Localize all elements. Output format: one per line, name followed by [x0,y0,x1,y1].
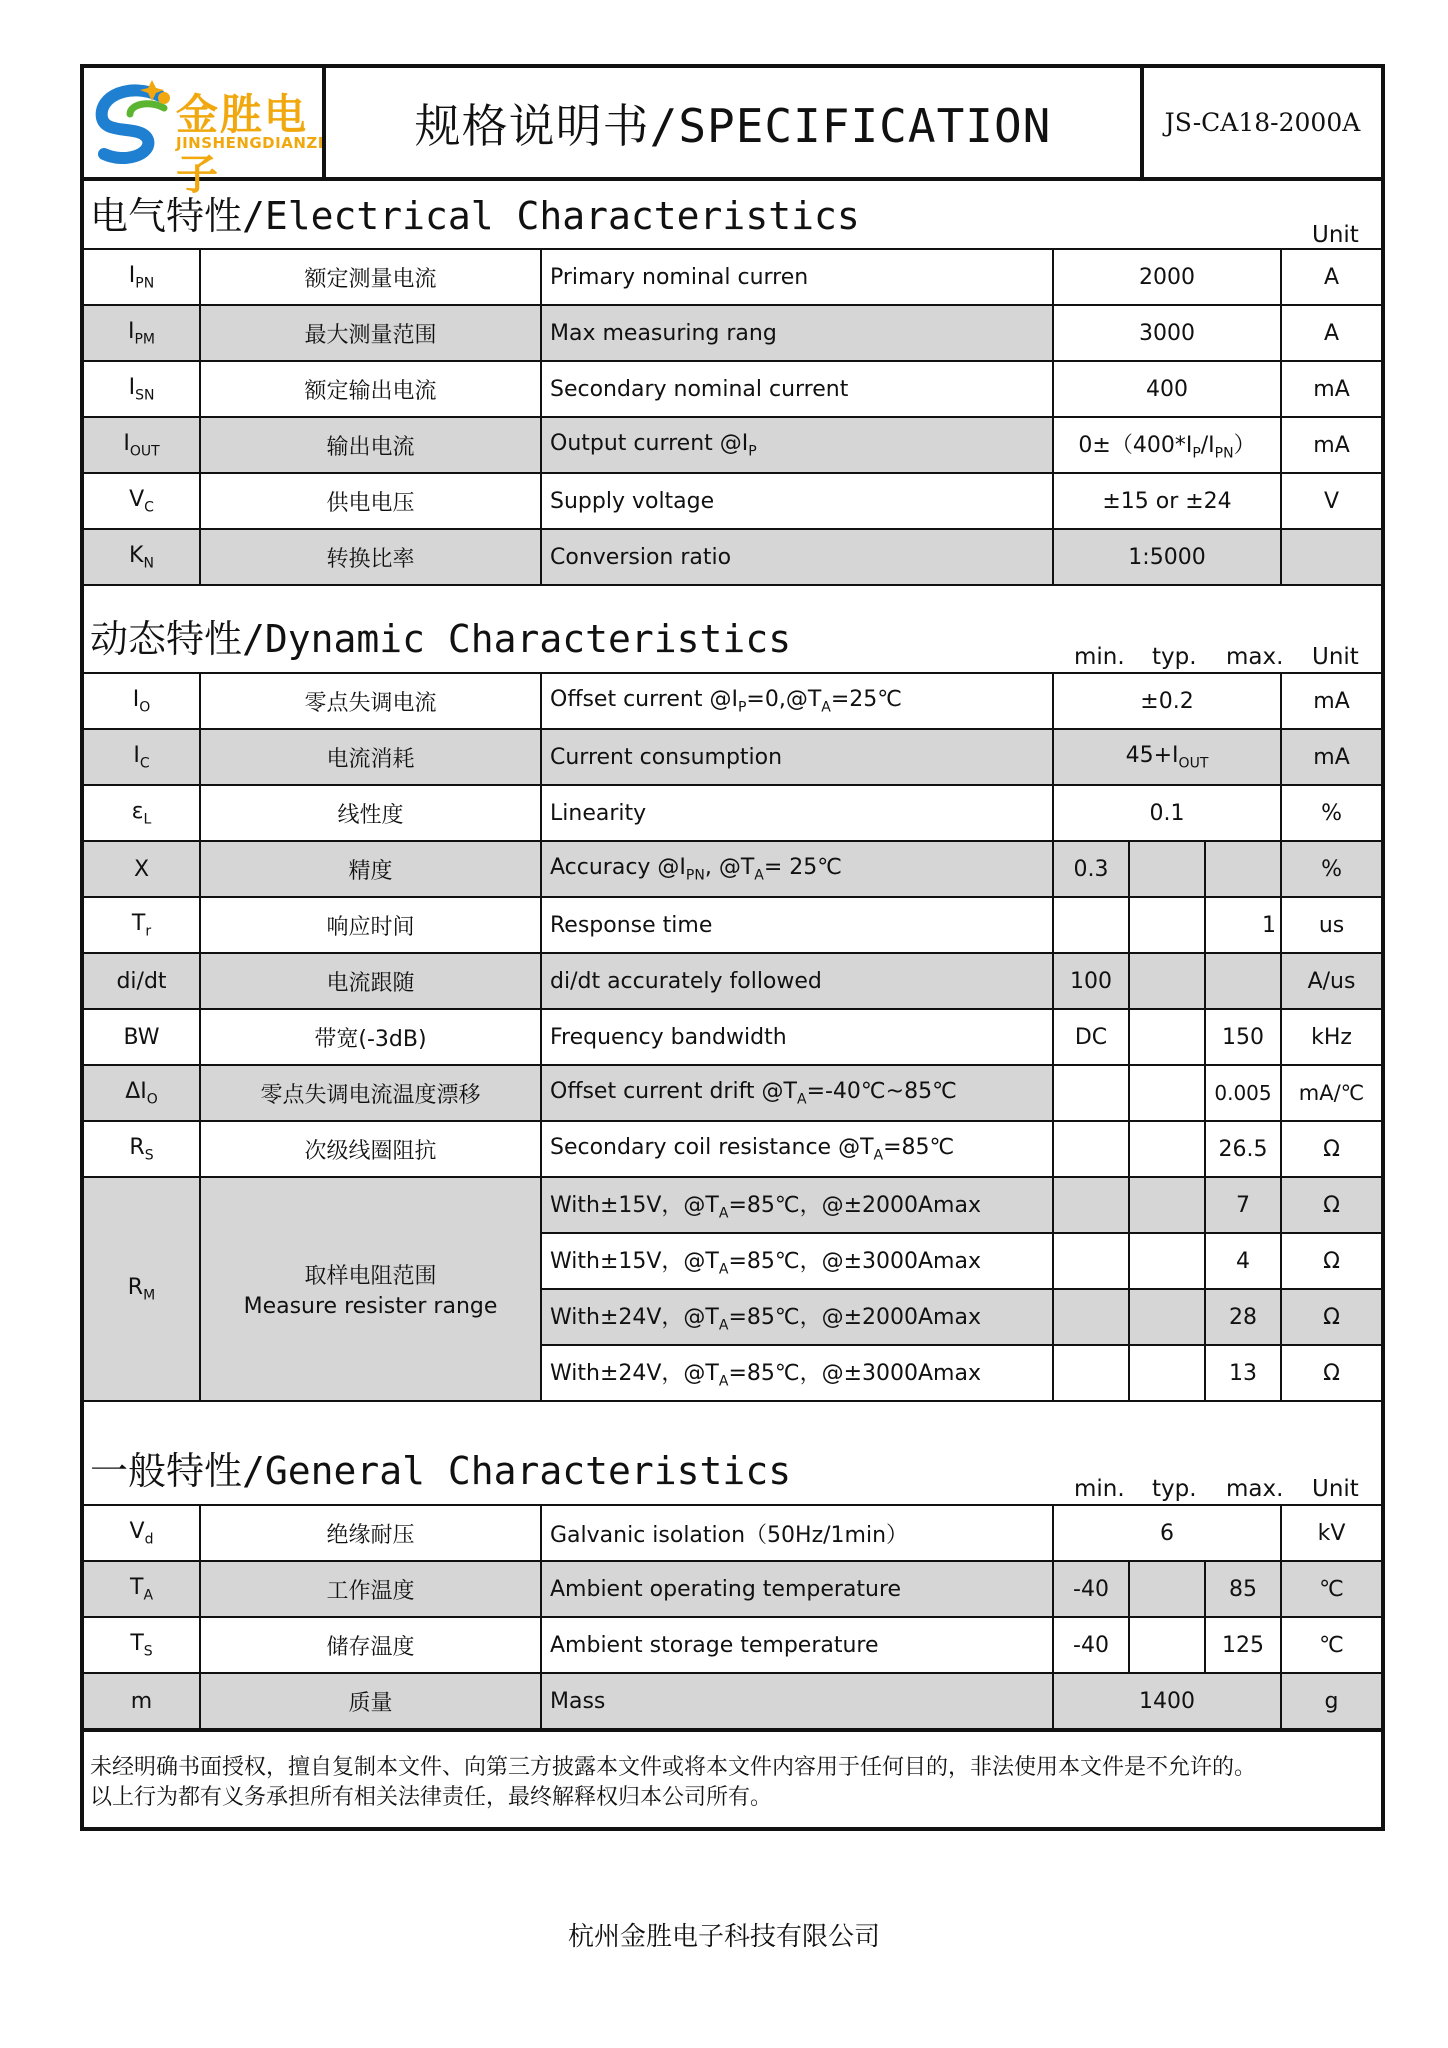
en-label-cell: With±15V，$@T_A=85℃$，@±2000Amax [541,1177,1053,1233]
table-row [84,1009,1381,1065]
typ-cell [1129,1009,1205,1065]
table-row [84,1121,1381,1177]
en-label-cell: Ambient operating temperature [541,1561,1053,1617]
typ-cell [1129,1121,1205,1177]
cn-label-cell: 零点失调电流温度漂移 [200,1065,541,1121]
spec-sheet [80,64,1385,1831]
en-label-cell: Mass [541,1673,1053,1730]
min-cell [1053,1121,1129,1177]
unit-cell: V [1281,473,1381,529]
cn-label-cell: 输出电流 [200,417,541,473]
logo-en-text: JINSHENGDIANZI [176,134,324,152]
unit-cell: % [1281,785,1381,841]
min-cell [1053,1065,1129,1121]
table-row [84,1617,1381,1673]
symbol-cell: $R_S$ [84,1121,200,1177]
max-cell: 26.5 [1205,1121,1281,1177]
unit-cell: g [1281,1673,1381,1730]
footnote-line: 未经明确书面授权，擅自复制本文件、向第三方披露本文件或将本文件内容用于任何目的，非法使用本文件是不允许的。 [90,1755,1257,1780]
table-row [84,1065,1381,1121]
table-row [84,305,1381,361]
typ-cell [1129,1289,1205,1345]
general-max-header: max. [1226,1476,1284,1502]
legal-footnote [90,1753,1256,1813]
unit-cell: mA [1281,361,1381,417]
symbol-cell: di/dt [84,953,200,1009]
unit-cell: A [1281,305,1381,361]
header-bar [84,68,1381,199]
value-cell: 400 [1053,361,1281,417]
cn-label-cell: 最大测量范围 [200,305,541,361]
value-cell: $45+I_{OUT}$ [1053,729,1281,785]
table-row [84,1561,1381,1617]
table-row [84,729,1381,785]
dynamic-typ-header: typ. [1152,644,1197,670]
en-label-cell: di/dt accurately followed [541,953,1053,1009]
max-cell [1205,841,1281,897]
min-cell: -40 [1053,1617,1129,1673]
unit-cell: kHz [1281,1009,1381,1065]
symbol-cell: $\varepsilon_L$ [84,785,200,841]
typ-cell [1129,953,1205,1009]
cn-label-cell: 带宽(-3dB) [200,1009,541,1065]
symbol-cell: $I_C$ [84,729,200,785]
dynamic-max-header: max. [1226,644,1284,670]
cn-label-cell: 储存温度 [200,1617,541,1673]
value-cell: 6 [1053,1505,1281,1561]
symbol-cell: $K_N$ [84,529,200,585]
unit-cell: us [1281,897,1381,953]
unit-cell: mA [1281,417,1381,473]
en-label-cell: Galvanic isolation（50Hz/1min） [541,1505,1053,1561]
min-cell [1053,1233,1129,1289]
unit-cell: mA [1281,729,1381,785]
value-cell: ±15 or ±24 [1053,473,1281,529]
min-cell: 100 [1053,953,1129,1009]
value-cell: 0.1 [1053,785,1281,841]
max-cell: 28 [1205,1289,1281,1345]
general-section-title: 一般特性/General Characteristics [90,1449,792,1493]
unit-cell: % [1281,841,1381,897]
general-table [84,1504,1381,1732]
cn-label-cell: 额定测量电流 [200,249,541,305]
unit-cell: ℃ [1281,1617,1381,1673]
cn-label-cell: 精度 [200,841,541,897]
min-cell [1053,1177,1129,1233]
unit-cell: Ω [1281,1177,1381,1233]
en-label-cell: With±15V，$@T_A=85℃$，@±3000Amax [541,1233,1053,1289]
en-label-cell: Primary nominal curren [541,249,1053,305]
value-cell: 1400 [1053,1673,1281,1730]
cn-label-cell: 线性度 [200,785,541,841]
unit-cell: A/us [1281,953,1381,1009]
max-cell: 4 [1205,1233,1281,1289]
en-label-cell: With±24V，$@T_A=85℃$，@±2000Amax [541,1289,1053,1345]
symbol-cell: m [84,1673,200,1730]
en-label-cell: Max measuring rang [541,305,1053,361]
dynamic-min-header: min. [1074,644,1125,670]
min-cell [1053,1345,1129,1401]
cn-label-cell: 供电电压 [200,473,541,529]
unit-cell: Ω [1281,1233,1381,1289]
typ-cell [1129,1065,1205,1121]
en-label-cell: Frequency bandwidth [541,1009,1053,1065]
max-cell: 125 [1205,1617,1281,1673]
electrical-table [84,248,1381,586]
en-label-cell: Offset current $@I_P=0,@T_A=25℃$ [541,673,1053,729]
document-title: 规格说明书/SPECIFICATION [326,68,1144,177]
cn-label-cell: 质量 [200,1673,541,1730]
cn-label-cell: 绝缘耐压 [200,1505,541,1561]
max-cell [1205,953,1281,1009]
dynamic-section-title: 动态特性/Dynamic Characteristics [90,617,792,661]
unit-cell: Ω [1281,1289,1381,1345]
max-cell: 1 [1205,897,1281,953]
en-label-cell: Response time [541,897,1053,953]
logo-cn-text: 金胜电子 [176,90,309,199]
cn-label-cell: 响应时间 [200,897,541,953]
symbol-cell: $R_M$ [84,1177,200,1401]
min-cell [1053,1289,1129,1345]
rm-label-cell [200,1177,541,1401]
max-cell: 85 [1205,1561,1281,1617]
symbol-cell: $I_{SN}$ [84,361,200,417]
symbol-cell: $T_S$ [84,1617,200,1673]
cn-label-cell: 零点失调电流 [200,673,541,729]
typ-cell [1129,1233,1205,1289]
cn-label-cell: 工作温度 [200,1561,541,1617]
symbol-cell: $\Delta I_O$ [84,1065,200,1121]
en-label-cell: Linearity [541,785,1053,841]
symbol-cell: $V_C$ [84,473,200,529]
min-cell: -40 [1053,1561,1129,1617]
table-row [84,897,1381,953]
cn-label-cell: 次级线圈阻抗 [200,1121,541,1177]
en-label-cell: Current consumption [541,729,1053,785]
symbol-cell: $T_A$ [84,1561,200,1617]
min-cell: 0.3 [1053,841,1129,897]
unit-cell: mA [1281,673,1381,729]
en-label-cell: With±24V，$@T_A=85℃$，@±3000Amax [541,1345,1053,1401]
table-row [84,785,1381,841]
en-label-cell: Supply voltage [541,473,1053,529]
table-row [84,473,1381,529]
cn-label-cell: 额定输出电流 [200,361,541,417]
symbol-cell: $I_{OUT}$ [84,417,200,473]
logo-swirl-icon [90,78,176,168]
symbol-cell: $V_d$ [84,1505,200,1561]
table-row [84,417,1381,473]
symbol-cell: $I_{PN}$ [84,249,200,305]
company-name: 杭州金胜电子科技有限公司 [567,1922,880,1952]
en-label-cell: Secondary coil resistance $@T_A=85℃$ [541,1121,1053,1177]
general-typ-header: typ. [1152,1476,1197,1502]
dynamic-unit-header: Unit [1312,644,1359,670]
max-cell: 13 [1205,1345,1281,1401]
company-logo [84,68,326,199]
symbol-cell: $I_{PM}$ [84,305,200,361]
table-row [84,361,1381,417]
value-cell: $0\pm(400*I_P/I_{PN})$ [1053,417,1281,473]
cn-label: 取样电阻范围 [304,1264,437,1289]
en-label-cell: Accuracy $@I_{PN}$, $@T_A=$ 25℃ [541,841,1053,897]
unit-cell: mA/℃ [1281,1065,1381,1121]
value-cell: 3000 [1053,305,1281,361]
cn-label-cell: 转换比率 [200,529,541,585]
electrical-unit-header: Unit [1312,222,1359,248]
typ-cell [1129,1177,1205,1233]
max-cell: 7 [1205,1177,1281,1233]
unit-cell [1281,529,1381,585]
unit-cell: Ω [1281,1121,1381,1177]
max-cell: 0.005 [1205,1065,1281,1121]
typ-cell [1129,1345,1205,1401]
cn-label-cell: 电流跟随 [200,953,541,1009]
dynamic-table [84,672,1381,1402]
en-label-cell: Secondary nominal current [541,361,1053,417]
value-cell: 1:5000 [1053,529,1281,585]
table-row [84,249,1381,305]
unit-cell: ℃ [1281,1561,1381,1617]
value-cell: 2000 [1053,249,1281,305]
symbol-cell: X [84,841,200,897]
typ-cell [1129,1561,1205,1617]
en-label-cell: Offset current drift $@T_A=-40℃\sim 85℃$ [541,1065,1053,1121]
en-label-cell: Conversion ratio [541,529,1053,585]
table-row [84,1505,1381,1561]
table-row [84,1177,1381,1233]
table-row [84,841,1381,897]
en-label-cell: Ambient storage temperature [541,1617,1053,1673]
general-unit-header: Unit [1312,1476,1359,1502]
en-label: Measure resister range [243,1294,498,1319]
symbol-cell: $T_r$ [84,897,200,953]
value-cell: ±0.2 [1053,673,1281,729]
symbol-cell: $I_O$ [84,673,200,729]
max-cell: 150 [1205,1009,1281,1065]
en-label-cell: Output current $@I_P$ [541,417,1053,473]
electrical-section-title: 电气特性/Electrical Characteristics [90,194,860,238]
table-row [84,953,1381,1009]
min-cell [1053,897,1129,953]
model-number: JS-CA18-2000A [1164,108,1361,137]
unit-cell: kV [1281,1505,1381,1561]
table-row [84,529,1381,585]
unit-cell: A [1281,249,1381,305]
cn-label-cell: 电流消耗 [200,729,541,785]
min-cell: DC [1053,1009,1129,1065]
table-row [84,673,1381,729]
typ-cell [1129,1617,1205,1673]
table-row [84,1673,1381,1730]
typ-cell [1129,897,1205,953]
unit-cell: Ω [1281,1345,1381,1401]
symbol-cell: BW [84,1009,200,1065]
typ-cell [1129,841,1205,897]
general-min-header: min. [1074,1476,1125,1502]
footnote-line: 以上行为都有义务承担所有相关法律责任，最终解释权归本公司所有。 [90,1785,773,1810]
